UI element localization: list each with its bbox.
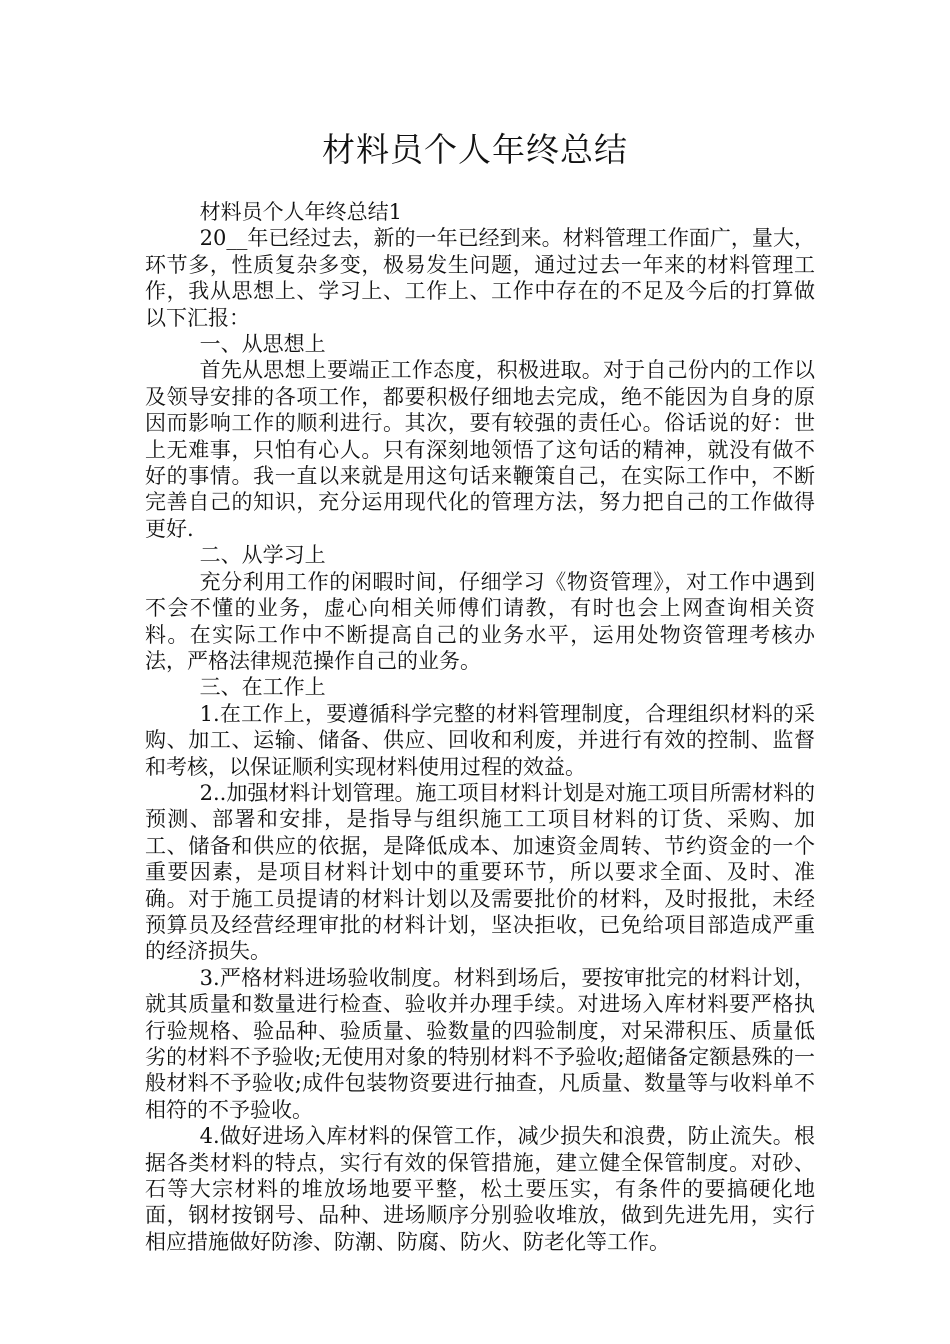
paragraph-study: 充分利用工作的闲暇时间，仔细学习《物资管理》，对工作中遇到不会不懂的业务，虚心向相关师傅们请教，有时也会上网查询相关资料。在实际工作中不断提高自己的业务水平，运用处物资管理考核办法，严格法律规范操作自己的业务。 (145, 569, 815, 673)
paragraph-work-3: 3.严格材料进场验收制度。材料到场后，要按审批完的材料计划，就其质量和数量进行检查、验收并办理手续。对进场入库材料要严格执行验规格、验品种、验质量、验数量的四验制度，对呆滞积压、质量低劣的材料不予验收;无使用对象的特别材料不予验收;超储备定额悬殊的一般材料不予验收;成件包装物资要进行抽查，凡质量、数量等与收料单不相符的不予验收。 (145, 965, 815, 1122)
section-heading-work: 三、在工作上 (199, 675, 326, 700)
section-heading-thought: 一、从思想上 (199, 332, 326, 357)
document-body (145, 199, 815, 1255)
paragraph-work-4: 4.做好进场入库材料的保管工作，减少损失和浪费，防止流失。根据各类材料的特点，实行有效的保管措施，建立健全保管制度。对砂、石等大宗材料的堆放场地要平整，松土要压实，有条件的要搞硬化地面，钢材按钢号、品种、进场顺序分别验收堆放，做到先进先用，实行相应措施做好防渗、防潮、防腐、防火、防老化等工作。 (145, 1124, 815, 1254)
document-title: 材料员个人年终总结 (322, 130, 628, 169)
paragraph-work-2: 2..加强材料计划管理。施工项目材料计划是对施工项目所需材料的预测、部署和安排，是指导与组织施工工项目材料的订货、采购、加工、储备和供应的依据，是降低成本、加速资金周转、节约资金的一个重要因素，是项目材料计划中的重要环节，所以要求全面、及时、准确。对于施工员提请的材料计划以及需要批价的材料，及时报批，未经预算员及经营经理审批的材料计划，坚决拒收，已免给项目部造成严重的经济损失。 (145, 780, 815, 964)
paragraph-thought: 首先从思想上要端正工作态度，积极进取。对于自己份内的工作以及领导安排的各项工作，都要积极仔细地去完成，绝不能因为自身的原因而影响工作的顺利进行。其次，要有较强的责任心。俗话说的好：世上无难事，只怕有心人。只有深刻地领悟了这句话的精神，就没有做不好的事情。我一直以来就是用这句话来鞭策自己，在实际工作中，不断完善自己的知识，充分运用现代化的管理方法，努力把自己的工作做得更好. (145, 358, 815, 541)
paragraph-intro: 20__年已经过去，新的一年已经到来。材料管理工作面广，量大，环节多，性质复杂多变，极易发生问题，通过过去一年来的材料管理工作，我从思想上、学习上、工作上、工作中存在的不足及今后的打算做以下汇报： (145, 226, 815, 330)
section-heading-study: 二、从学习上 (199, 543, 326, 568)
paragraph-work-1: 1.在工作上，要遵循科学完整的材料管理制度，合理组织材料的采购、加工、运输、储备、供应、回收和利废，并进行有效的控制、监督和考核，以保证顺利实现材料使用过程的效益。 (145, 701, 815, 779)
paragraph-subtitle: 材料员个人年终总结1 (199, 200, 402, 224)
